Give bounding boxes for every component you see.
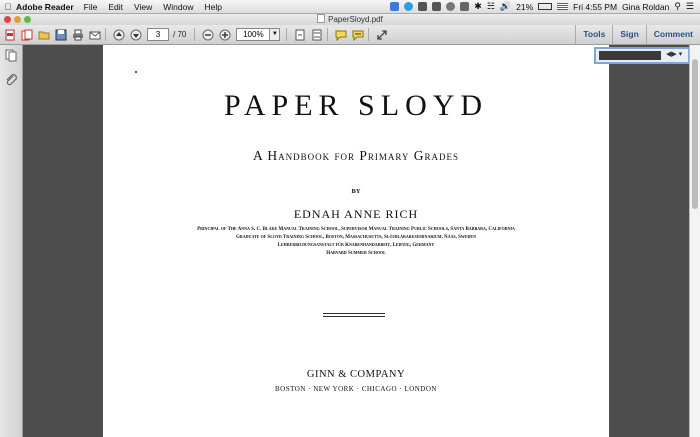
notification-list-icon[interactable]: ☰ — [685, 1, 694, 11]
divider-rule — [323, 313, 385, 314]
toolbar — [0, 25, 700, 45]
navigation-pane — [0, 45, 23, 437]
zoom-out-button[interactable] — [201, 28, 215, 41]
app-menu[interactable]: Adobe Reader — [16, 1, 74, 12]
book-subtitle: A Handbook for Primary Grades — [252, 148, 460, 163]
menu-bar — [0, 0, 700, 14]
window-title-text: PaperSloyd.pdf — [328, 15, 383, 24]
vertical-scrollbar[interactable] — [689, 45, 700, 437]
toolbar-divider — [368, 28, 369, 41]
save-button[interactable] — [54, 28, 68, 41]
menu-view[interactable]: View — [133, 1, 153, 12]
plus-circle-icon — [219, 29, 231, 41]
window-title-bar — [0, 14, 700, 25]
toolbar-divider — [327, 28, 328, 41]
time-machine-icon[interactable] — [446, 2, 455, 11]
wifi-icon[interactable]: ☵ — [486, 1, 495, 11]
publisher-name: GINN & COMPANY — [306, 369, 406, 380]
zoom-value[interactable]: 100% — [236, 28, 270, 41]
open-icon — [21, 29, 33, 41]
pdf-document-icon — [317, 14, 325, 23]
add-note-button[interactable] — [334, 28, 348, 41]
previous-page-button[interactable] — [112, 28, 126, 41]
battery-percent[interactable]: 21% — [516, 1, 534, 12]
find-box — [594, 47, 690, 64]
menu-help[interactable]: Help — [204, 1, 222, 12]
apple-menu-icon[interactable] — [0, 2, 16, 12]
volume-icon[interactable]: 🔊 — [499, 1, 512, 11]
save-icon — [55, 29, 67, 41]
find-input[interactable] — [599, 51, 661, 60]
menu-edit[interactable]: Edit — [108, 1, 123, 12]
credential-line: Graduate of Sloyd Training School, Boston, Massachusetts, Slöjdlärareseminarium, Nääs, Sweden — [236, 235, 476, 240]
next-page-button[interactable] — [129, 28, 143, 41]
print-button[interactable] — [71, 28, 85, 41]
spotlight-icon[interactable]: ⚲ — [674, 1, 681, 11]
folder-icon — [38, 29, 50, 41]
us-flag-icon[interactable] — [557, 3, 568, 10]
author-name: EDNAH ANNE RICH — [293, 207, 419, 221]
battery-icon[interactable] — [538, 3, 552, 10]
attachments-icon[interactable] — [5, 73, 17, 86]
dropbox-icon[interactable] — [390, 2, 399, 11]
menu-window[interactable]: Window — [163, 1, 194, 12]
credential-line: Principal of The Anna S. C. Blake Manual Training School, Supervisor Manual Training Public Schools, Santa Barbara, California — [197, 227, 515, 232]
pdf-page — [103, 45, 609, 437]
zoom-in-button[interactable] — [218, 28, 232, 41]
page-number-input[interactable]: 3 — [147, 28, 169, 41]
page-speck — [135, 71, 137, 73]
bluetooth-icon[interactable]: ✱ — [474, 1, 482, 11]
email-button[interactable] — [88, 28, 102, 41]
page-thumbnails-icon[interactable] — [5, 49, 17, 62]
fit-width-button[interactable] — [310, 28, 324, 41]
arrow-up-icon — [113, 29, 125, 41]
print-icon — [72, 29, 84, 41]
display-icon[interactable] — [460, 2, 469, 11]
credential-line: Lehrerbildungsanstalt für Knabenhandarbeit, Leipzig, Germany — [277, 243, 435, 248]
author-credentials — [103, 226, 609, 258]
expand-icon — [376, 29, 388, 41]
create-pdf-button[interactable] — [3, 28, 17, 41]
window-title — [0, 14, 700, 25]
document-area[interactable] — [23, 45, 689, 437]
screen-icon[interactable] — [432, 2, 441, 11]
task-pane-tabs — [575, 25, 700, 44]
highlight-icon — [352, 29, 364, 41]
tools-tab[interactable]: Tools — [575, 25, 612, 44]
folder-button[interactable] — [37, 28, 51, 41]
sign-tab[interactable]: Sign — [612, 25, 645, 44]
by-label: BY — [351, 188, 361, 195]
zoom-select[interactable] — [236, 28, 280, 41]
minus-circle-icon — [202, 29, 214, 41]
expand-button[interactable] — [375, 28, 389, 41]
find-navigation[interactable]: ◀▶ ▾ — [666, 51, 683, 58]
credential-line: Harvard Summer School — [326, 251, 386, 256]
menu-file[interactable]: File — [83, 1, 98, 12]
status-area — [390, 1, 700, 12]
book-title: PAPER SLOYD — [223, 89, 489, 122]
fit-page-button[interactable] — [293, 28, 307, 41]
publisher-cities: BOSTON · NEW YORK · CHICAGO · LONDON — [275, 385, 437, 393]
clock[interactable]: Fri 4:55 PM — [573, 1, 618, 12]
skype-icon[interactable] — [404, 2, 413, 11]
toolbar-divider — [105, 28, 106, 41]
divider-rule — [323, 316, 385, 317]
create-pdf-icon — [4, 29, 16, 41]
page-total: / 70 — [173, 30, 187, 39]
toolbar-divider — [194, 28, 195, 41]
toolbar-divider — [286, 28, 287, 41]
highlight-button[interactable] — [351, 28, 365, 41]
scrollbar-thumb[interactable] — [692, 59, 698, 209]
mail-icon[interactable] — [418, 2, 427, 11]
fit-page-icon — [294, 29, 306, 41]
arrow-down-icon — [130, 29, 142, 41]
chevron-down-icon[interactable]: ▼ — [270, 28, 280, 41]
fit-width-icon — [311, 29, 323, 41]
sticky-note-icon — [335, 29, 347, 41]
open-button[interactable] — [20, 28, 34, 41]
comment-tab[interactable]: Comment — [646, 25, 700, 44]
user-name[interactable]: Gina Roldan — [622, 1, 670, 12]
email-icon — [89, 29, 101, 41]
